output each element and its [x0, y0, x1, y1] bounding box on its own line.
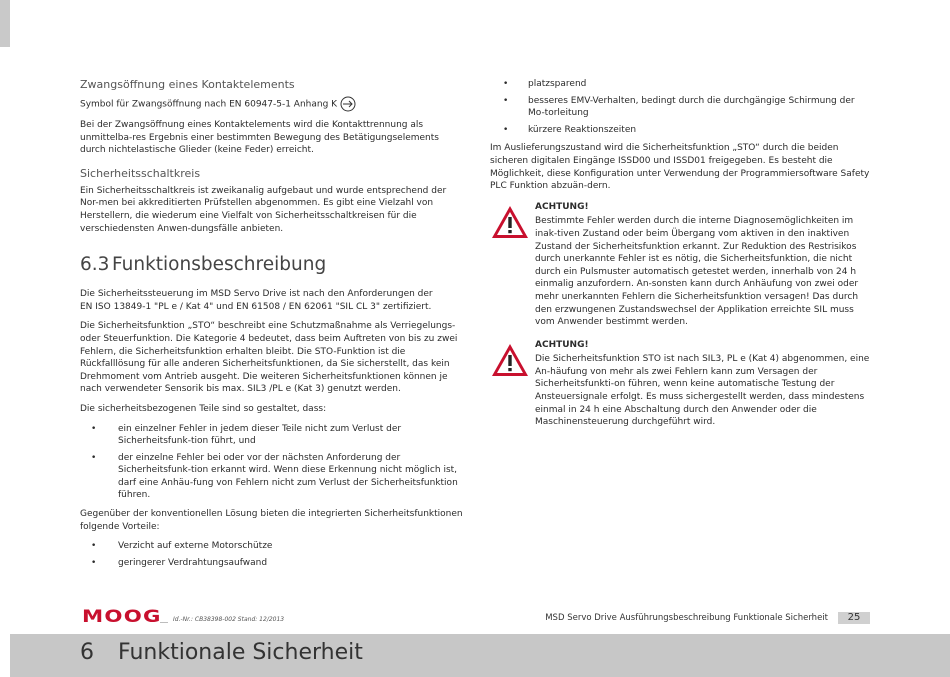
list-item-text: kürzere Reaktionszeiten [528, 124, 637, 135]
chapter-number: 6 [80, 640, 94, 665]
list-item [490, 95, 870, 120]
list-item-text: besseres EMV-Verhalten, bedingt durch die durchgängige Schirmung der Mo-torleitung [528, 95, 855, 119]
bullet-icon: • [91, 541, 97, 552]
certification-paragraph [80, 288, 465, 313]
forced-opening-arrow-icon [339, 96, 357, 112]
document-id: Id.-Nr.: CB38398-002 Stand: 12/2013 [173, 616, 285, 623]
bullet-icon: • [91, 452, 97, 463]
warning-triangle-icon [491, 343, 529, 377]
zwangsoeffnung-paragraph: Bei der Zwangsöffnung eines Kontaktelements wird die Kontakttrennung als unmittelba-res Ergebnis einer bestimmten Bewegung des Betätigungselements durch nichtelastische Glieder (keine Feder) erreicht. [80, 120, 439, 156]
left-column [80, 78, 465, 575]
advantages-list [80, 540, 465, 569]
section-number: 6.3 [80, 254, 110, 276]
list-item-text: ein einzelner Fehler in jedem dieser Teile nicht zum Verlust der Sicherheitsfunk-tion führt, und [118, 423, 402, 447]
list-item-text: geringerer Verdrahtungsaufwand [118, 557, 268, 568]
right-column [490, 78, 870, 429]
list-item [80, 557, 465, 570]
symbol-line [80, 96, 465, 112]
page-corner-mark [0, 0, 10, 47]
safety-parts-list [80, 423, 465, 503]
warning-triangle-icon [491, 205, 529, 239]
list-item [490, 124, 870, 137]
chapter-bar [10, 634, 950, 677]
safety-parts-intro: Die sicherheitsbezogenen Teile sind so gestaltet, dass: [80, 403, 327, 414]
list-item [80, 452, 465, 502]
section-heading-zwangsoeffnung: Zwangsöffnung eines Kontaktelements [80, 78, 295, 91]
warning-title: ACHTUNG! [535, 339, 589, 350]
advantages-intro: Gegenüber der konventionellen Lösung bieten die integrierten Sicherheitsfunktionen folgende Vorteile: [80, 509, 463, 532]
bullet-icon: • [503, 79, 509, 89]
bullet-icon: • [503, 95, 509, 106]
warning-text: Die Sicherheitsfunktion STO ist nach SIL3, PL e (Kat 4) abgenommen, eine An-häufung von mehr als zwei Fehlern kann zum Versagen der Sicherheitsfunkti-on führen, wenn keine automatische Testung der Ansteuersignale erfolgt. Es muss sichergestellt werden, dass mindestens einmal in 24 h eine Abschaltung durch den Anwender oder die Maschinensteuerung durchgeführt wird. [535, 354, 870, 428]
warning-title: ACHTUNG! [535, 201, 589, 212]
bullet-icon: • [91, 423, 97, 434]
advantages-list-continued [490, 78, 870, 136]
section-heading-funktionsbeschreibung [80, 254, 465, 276]
warning-box-1 [490, 201, 870, 329]
section-title: Funktionsbeschreibung [112, 254, 327, 276]
chapter-title: Funktionale Sicherheit [118, 640, 363, 665]
bullet-icon: • [503, 124, 509, 135]
list-item [80, 540, 465, 553]
warning-text: Bestimmte Fehler werden durch die interne Diagnosemöglichkeiten im inak-tiven Zustand oder beim Übergang vom aktiven in den inaktiven Zustand der Sicherheitsfunktion erkannt. Zur Reduktion des Restrisikos durch unerkannte Fehler ist es nötig, die Sicherheitsfunktion, die nicht durch ein Pulsmuster automatisch getestet werden, innerhalb von 24 h einmalig anzufordern. An-sonsten kann durch Anhäufung von zwei oder mehr unerkannten Fehlern die Sicherheitsfunktion versagen! Das durch den erzwungenen Zustandswechsel der Applikation erreichte SIL muss vom Anwender bestimmt werden. [535, 216, 859, 328]
moog-logo: MOOG [82, 607, 162, 627]
section-heading-sicherheitsschaltkreis: Sicherheitsschaltkreis [80, 166, 201, 180]
certification-line-2: EN ISO 13849-1 "PL e / Kat 4" und EN 61508 / EN 62061 "SIL CL 3" zertifiziert. [80, 301, 432, 312]
delivery-state-paragraph: Im Auslieferungszustand wird die Sicherheitsfunktion „STO“ durch die beiden sicheren digitalen Eingänge ISSD00 und ISSD01 freigegeben. Es besteht die Möglichkeit, diese Konfiguration unter Verwendung der Programmiersoftware Safety PLC Funktion abzuän-dern. [490, 143, 870, 192]
list-item-text: Verzicht auf externe Motorschütze [118, 541, 273, 552]
page-number: 25 [838, 612, 870, 624]
symbol-line-text: Symbol für Zwangsöffnung nach EN 60947-5-1 Anhang K [80, 99, 338, 110]
sicherheitsschaltkreis-paragraph: Ein Sicherheitsschaltkreis ist zweikanalig aufgebaut und wurde entsprechend der Nor-men bei akkreditierten Prüfstellen abgenommen. Es gibt eine Vielzahl von Herstellern, die wiederum eine Vielfalt von Sicherheitsschaltkreisen für die verschiedensten Anwen-dungsfälle anbieten. [80, 185, 447, 234]
list-item-text: platzsparend [528, 79, 587, 89]
certification-line-1: Die Sicherheitssteuerung im MSD Servo Drive ist nach den Anforderungen der [80, 289, 433, 300]
sto-description-paragraph: Die Sicherheitsfunktion „STO“ beschreibt eine Schutzmaßnahme als Verriegelungs- oder Steuerfunktion. Die Kategorie 4 bedeutet, dass beim Auftreten von bis zu zwei Fehlern, die Sicherheitsfunktion erhalten bleibt. Die STO-Funktion ist die Rückfalllösung für alle anderen Sicherheitsfunktionen, da Sie sicherstellt, das kein Drehmoment vom Antrieb ausgeht. Die weiteren Sicherheitsfunktionen können je nach verwendeter Sensorik bis max. SIL3 /PL e (Kat 3) genutzt werden. [80, 321, 458, 395]
list-item-text: der einzelne Fehler bei oder vor der nächsten Anforderung der Sicherheitsfunk-tion erkannt wird. Wenn diese Erkennung nicht möglich ist, darf eine Anhäu-fung von Fehlern nicht zum Verlust der Sicherheitsfunktion führen. [118, 452, 458, 501]
bullet-icon: • [91, 557, 97, 568]
warning-box-2 [490, 339, 870, 429]
list-item [80, 423, 465, 448]
document-title: MSD Servo Drive Ausführungsbeschreibung Funktionale Sicherheit [545, 613, 828, 623]
list-item [490, 78, 870, 91]
